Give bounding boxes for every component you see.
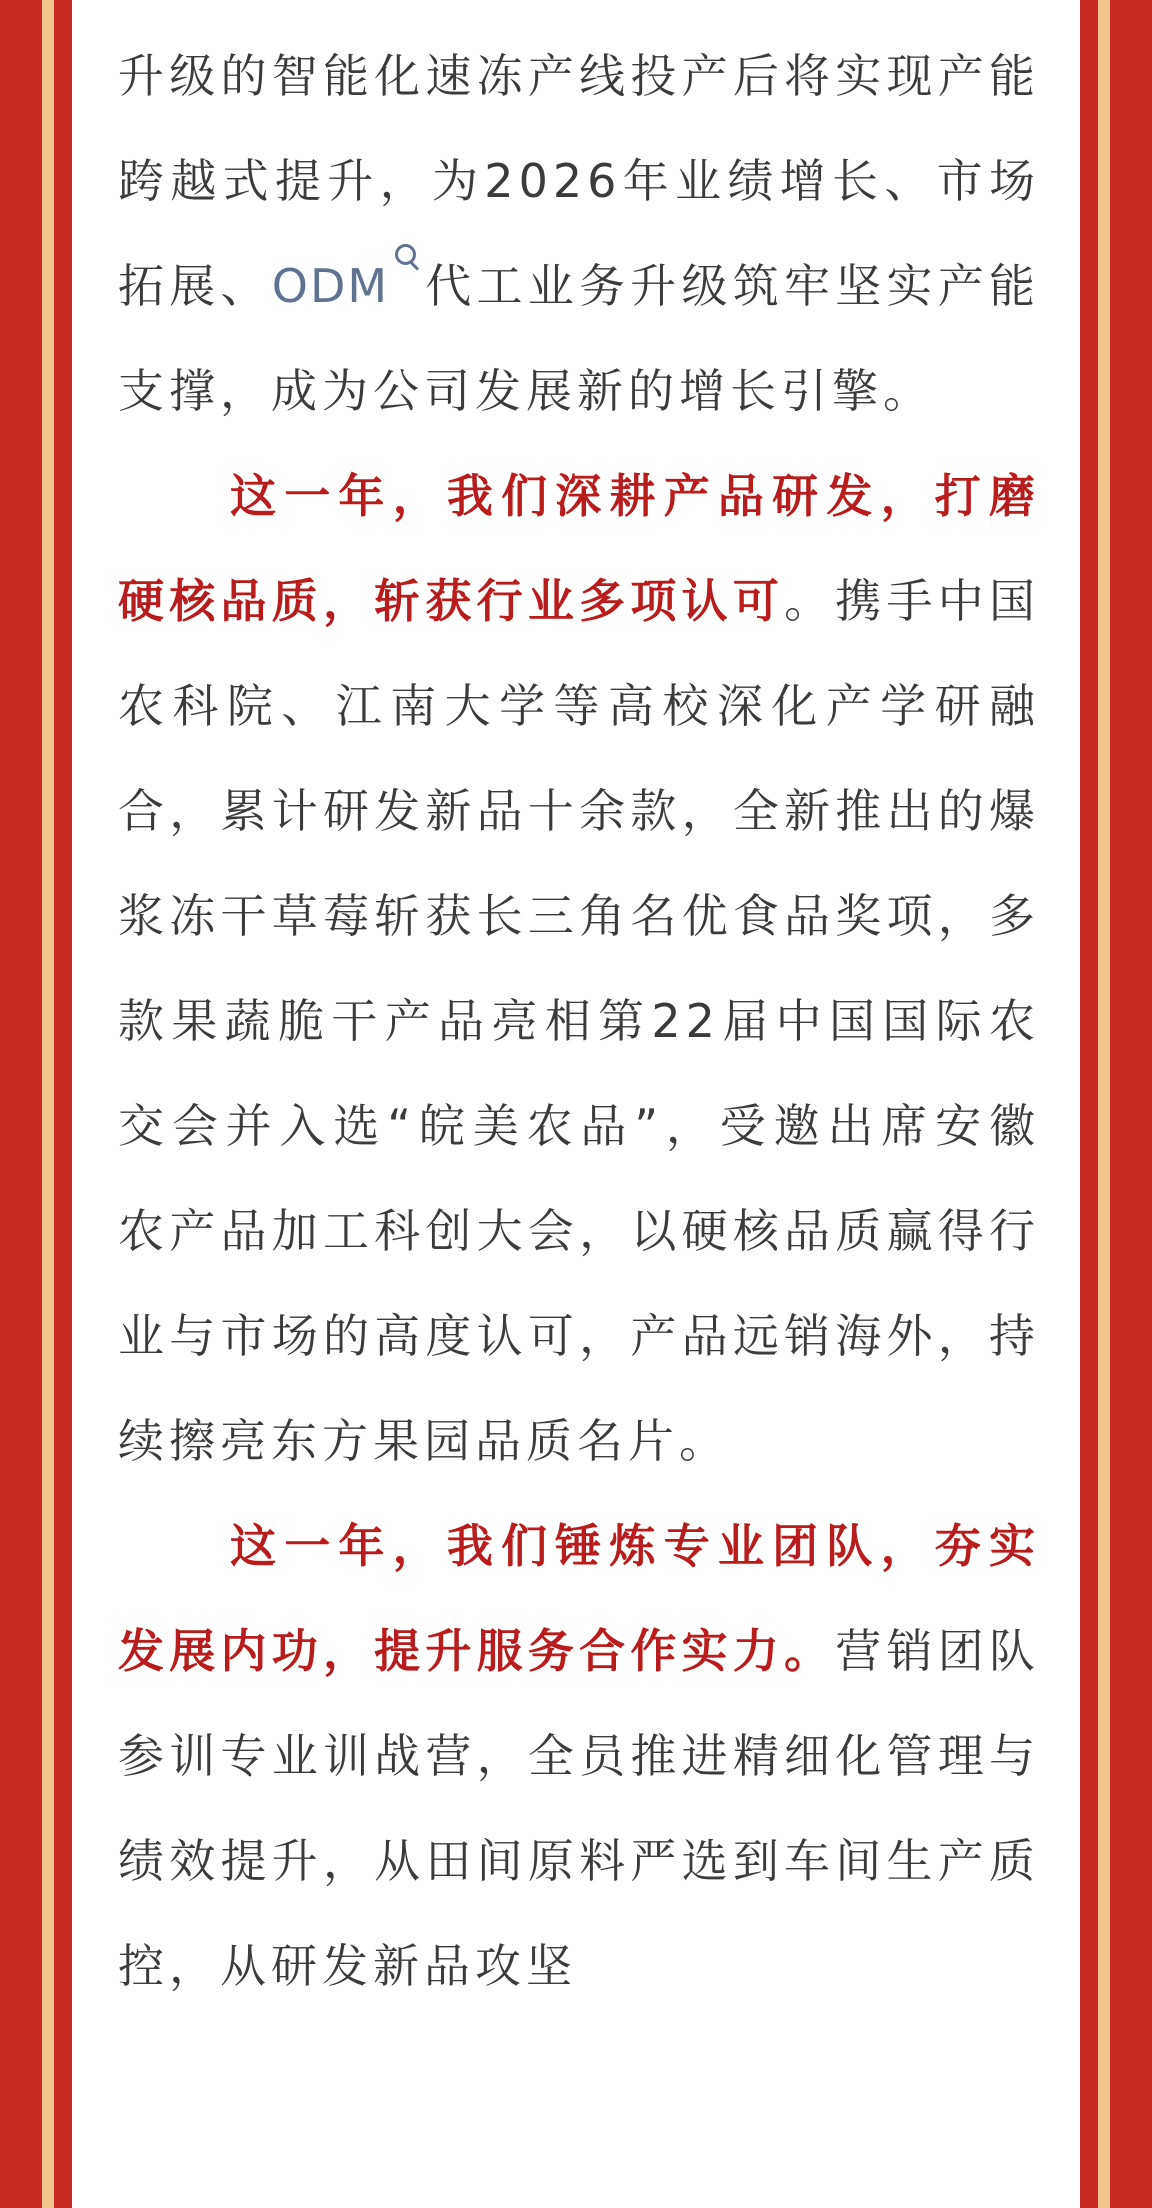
article-body [118, 0, 1040, 2019]
paragraph-3-highlight: 这一年，我们锤炼专业团队，夯实发展内功，提升服务合作实力。 [118, 1519, 1040, 1678]
frame-left-outer [0, 0, 42, 2208]
search-icon[interactable] [393, 244, 421, 272]
paragraph-1-text-a: 升级的智能化速冻产线投产后将实现产能跨越式提升，为2026年业绩增长、市场拓展、 [118, 49, 1040, 313]
paragraph-1-text-b: 代工业务升级筑牢坚实产能支撑，成为公司发展新的增长引擎。 [118, 259, 1040, 418]
paragraph-2-text: 。携手中国农科院、江南大学等高校深化产学研融合，累计研发新品十余款，全新推出的爆浆冻干草莓斩获长三角名优食品奖项，多款果蔬脆干产品亮相第22届中国国际农交会并入选“皖美农品”，受邀出席安徽农产品加工科创大会，以硬核品质赢得行业与市场的高度认可，产品远销海外，持续擦亮东方果园品质名片。 [118, 574, 1041, 1468]
odm-link[interactable]: ODM [271, 259, 390, 313]
frame-right-outer [1110, 0, 1152, 2208]
paragraph-3-text: 营销团队参训专业训战营，全员推进精细化管理与绩效提升，从田间原料严选到车间生产质控，从研发新品攻坚 [118, 1624, 1041, 1993]
frame-right-gold-line [1098, 0, 1110, 2208]
frame-left-inner [54, 0, 72, 2208]
paragraph-1 [118, 24, 1040, 444]
frame-left-gold-line [42, 0, 54, 2208]
article-panel [72, 0, 1080, 2208]
paragraph-2-highlight: 这一年，我们深耕产品研发，打磨硬核品质，斩获行业多项认可 [118, 469, 1040, 628]
paragraph-3 [118, 1494, 1040, 2019]
paragraph-2 [118, 444, 1040, 1494]
frame-right-inner [1080, 0, 1098, 2208]
